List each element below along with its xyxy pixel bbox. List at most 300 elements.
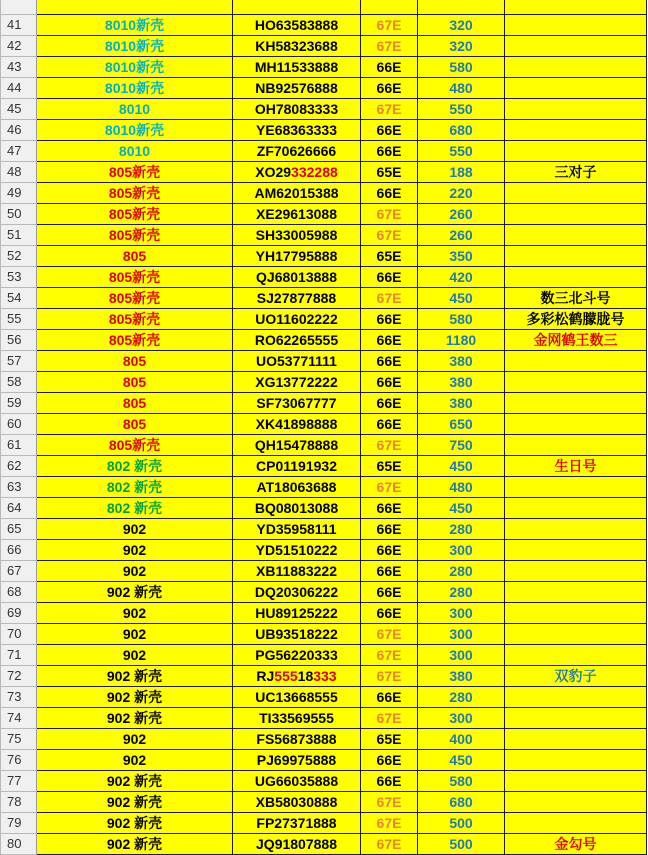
grade-text: 67E [376, 206, 402, 222]
row-number-cell[interactable] [1, 834, 37, 855]
model-cell[interactable] [37, 246, 233, 267]
row-number-cell[interactable] [1, 708, 37, 729]
row-number-cell[interactable] [1, 540, 37, 561]
grade-text: 67E [376, 836, 402, 852]
price-cell[interactable] [418, 267, 505, 288]
grade-cell[interactable] [361, 834, 418, 855]
model-text: 8010 [118, 101, 151, 117]
note-cell[interactable] [505, 729, 647, 750]
note-cell[interactable] [505, 120, 647, 141]
number-cell[interactable] [233, 645, 361, 666]
row-number: 71 [7, 647, 22, 662]
row-number-cell[interactable] [1, 498, 37, 519]
model-cell[interactable] [37, 813, 233, 834]
note-cell[interactable] [505, 288, 647, 309]
number-cell[interactable] [233, 456, 361, 477]
number-cell[interactable] [233, 141, 361, 162]
price-cell[interactable] [418, 582, 505, 603]
price-cell[interactable] [418, 498, 505, 519]
grade-cell[interactable] [361, 435, 418, 456]
row-number-cell[interactable] [1, 792, 37, 813]
price-cell[interactable] [418, 603, 505, 624]
model-text: 805新壳 [108, 437, 161, 453]
grade-text: 67E [376, 227, 402, 243]
price-cell[interactable] [418, 99, 505, 120]
row-number-cell[interactable] [1, 141, 37, 162]
grade-cell[interactable] [361, 771, 418, 792]
row-number-cell[interactable] [1, 666, 37, 687]
price-cell[interactable] [418, 204, 505, 225]
number-cell[interactable] [233, 813, 361, 834]
number-cell[interactable] [233, 204, 361, 225]
row-number: 57 [7, 353, 22, 368]
number-cell[interactable] [233, 771, 361, 792]
number-cell[interactable] [233, 435, 361, 456]
grade-cell[interactable] [361, 540, 418, 561]
row-number-cell[interactable] [1, 57, 37, 78]
note-cell[interactable] [505, 561, 647, 582]
row-number-cell[interactable] [1, 372, 37, 393]
price-cell[interactable] [418, 393, 505, 414]
row-number-cell[interactable] [1, 435, 37, 456]
number-cell[interactable] [233, 351, 361, 372]
grade-cell[interactable] [361, 36, 418, 57]
grade-cell[interactable] [361, 57, 418, 78]
model-cell[interactable] [37, 330, 233, 351]
price-cell[interactable] [418, 330, 505, 351]
model-cell[interactable] [37, 708, 233, 729]
number-text: SJ27877888 [256, 290, 337, 306]
row-number-cell[interactable] [1, 120, 37, 141]
price-cell[interactable] [418, 183, 505, 204]
number-cell[interactable] [233, 519, 361, 540]
note-cell[interactable] [505, 708, 647, 729]
note-cell[interactable] [505, 477, 647, 498]
table-row [1, 120, 647, 141]
model-text: 805新壳 [108, 227, 161, 243]
grade-cell[interactable] [361, 141, 418, 162]
grade-cell[interactable] [361, 330, 418, 351]
row-number-cell[interactable] [1, 78, 37, 99]
number-cell[interactable] [233, 162, 361, 183]
number-text: YH17795888 [255, 248, 338, 264]
price-cell[interactable] [418, 246, 505, 267]
number-cell[interactable] [233, 0, 361, 15]
grade-text: 67E [376, 710, 402, 726]
note-cell[interactable] [505, 456, 647, 477]
number-cell[interactable] [233, 57, 361, 78]
price-cell[interactable] [418, 435, 505, 456]
model-cell[interactable] [37, 435, 233, 456]
number-cell[interactable] [233, 750, 361, 771]
row-number-cell[interactable] [1, 687, 37, 708]
grade-cell[interactable] [361, 99, 418, 120]
price-cell[interactable] [418, 540, 505, 561]
model-cell[interactable] [37, 36, 233, 57]
grade-cell[interactable] [361, 792, 418, 813]
price-text: 220 [449, 185, 473, 201]
table-row [1, 729, 647, 750]
model-text: 902 新壳 [106, 836, 163, 852]
number-cell[interactable] [233, 372, 361, 393]
price-cell[interactable] [418, 36, 505, 57]
grade-cell[interactable] [361, 267, 418, 288]
row-number: 55 [7, 311, 22, 326]
note-cell[interactable] [505, 162, 647, 183]
number-cell[interactable] [233, 687, 361, 708]
note-cell[interactable] [505, 0, 647, 15]
note-cell[interactable] [505, 813, 647, 834]
price-cell[interactable] [418, 561, 505, 582]
grade-text: 66E [376, 563, 402, 579]
note-cell[interactable] [505, 78, 647, 99]
note-cell[interactable] [505, 414, 647, 435]
model-text: 802 新壳 [106, 500, 163, 516]
number-cell[interactable] [233, 834, 361, 855]
model-text: 802 新壳 [106, 458, 163, 474]
table-row [1, 561, 647, 582]
note-cell[interactable] [505, 36, 647, 57]
model-cell[interactable] [37, 582, 233, 603]
model-cell[interactable] [37, 456, 233, 477]
model-cell[interactable] [37, 288, 233, 309]
grade-cell[interactable] [361, 78, 418, 99]
price-text: 280 [449, 521, 473, 537]
note-cell[interactable] [505, 582, 647, 603]
note-cell[interactable] [505, 687, 647, 708]
grade-cell[interactable] [361, 729, 418, 750]
model-text: 902 新壳 [106, 773, 163, 789]
row-number: 65 [7, 521, 22, 536]
price-cell[interactable] [418, 15, 505, 36]
number-cell[interactable] [233, 15, 361, 36]
model-cell[interactable] [37, 792, 233, 813]
grade-cell[interactable] [361, 561, 418, 582]
price-cell[interactable] [418, 687, 505, 708]
row-number: 62 [7, 458, 22, 473]
number-cell[interactable] [233, 309, 361, 330]
note-cell[interactable] [505, 267, 647, 288]
row-number-cell[interactable] [1, 393, 37, 414]
model-cell[interactable] [37, 540, 233, 561]
row-number-cell[interactable] [1, 288, 37, 309]
row-number-cell[interactable] [1, 36, 37, 57]
grade-cell[interactable] [361, 120, 418, 141]
row-number: 60 [7, 416, 22, 431]
number-cell[interactable] [233, 99, 361, 120]
model-cell[interactable] [37, 267, 233, 288]
grade-text: 67E [376, 815, 402, 831]
model-cell[interactable] [37, 834, 233, 855]
price-text: 550 [449, 101, 473, 117]
number-cell[interactable] [233, 498, 361, 519]
grade-cell[interactable] [361, 519, 418, 540]
number-cell[interactable] [233, 666, 361, 687]
number-cell[interactable] [233, 414, 361, 435]
model-cell[interactable] [37, 141, 233, 162]
price-cell[interactable] [418, 351, 505, 372]
price-cell[interactable] [418, 162, 505, 183]
row-number-cell[interactable] [1, 183, 37, 204]
grade-cell[interactable] [361, 687, 418, 708]
grade-cell[interactable] [361, 603, 418, 624]
grade-cell[interactable] [361, 666, 418, 687]
note-cell[interactable] [505, 393, 647, 414]
model-cell[interactable] [37, 687, 233, 708]
model-cell[interactable] [37, 99, 233, 120]
row-number-cell[interactable] [1, 267, 37, 288]
grade-cell[interactable] [361, 456, 418, 477]
grade-cell[interactable] [361, 750, 418, 771]
note-cell[interactable] [505, 309, 647, 330]
note-cell[interactable] [505, 351, 647, 372]
row-number-cell[interactable] [1, 561, 37, 582]
model-cell[interactable] [37, 645, 233, 666]
model-cell[interactable] [37, 393, 233, 414]
row-number: 79 [7, 815, 22, 830]
model-cell[interactable] [37, 603, 233, 624]
row-number-cell[interactable] [1, 15, 37, 36]
price-cell[interactable] [418, 666, 505, 687]
grade-cell[interactable] [361, 15, 418, 36]
grade-cell[interactable] [361, 708, 418, 729]
row-number-cell[interactable] [1, 351, 37, 372]
number-cell[interactable] [233, 246, 361, 267]
row-number-cell[interactable] [1, 162, 37, 183]
row-number-cell[interactable] [1, 414, 37, 435]
note-cell[interactable] [505, 246, 647, 267]
row-number-cell[interactable] [1, 813, 37, 834]
note-cell[interactable] [505, 204, 647, 225]
model-cell[interactable] [37, 204, 233, 225]
model-cell[interactable] [37, 162, 233, 183]
price-cell[interactable] [418, 708, 505, 729]
grade-text: 66E [376, 584, 402, 600]
price-cell[interactable] [418, 78, 505, 99]
number-cell[interactable] [233, 183, 361, 204]
note-cell[interactable] [505, 99, 647, 120]
note-cell[interactable] [505, 15, 647, 36]
row-number-cell[interactable] [1, 99, 37, 120]
grade-cell[interactable] [361, 204, 418, 225]
number-cell[interactable] [233, 792, 361, 813]
note-cell[interactable] [505, 498, 647, 519]
grade-text: 67E [376, 647, 402, 663]
price-cell[interactable] [418, 141, 505, 162]
grade-cell[interactable] [361, 246, 418, 267]
price-cell[interactable] [418, 792, 505, 813]
grade-text: 67E [376, 794, 402, 810]
price-cell[interactable] [418, 120, 505, 141]
price-cell[interactable] [418, 771, 505, 792]
model-cell[interactable] [37, 561, 233, 582]
model-cell[interactable] [37, 225, 233, 246]
note-cell[interactable] [505, 834, 647, 855]
note-cell[interactable] [505, 519, 647, 540]
price-cell[interactable] [418, 519, 505, 540]
model-cell[interactable] [37, 666, 233, 687]
model-cell[interactable] [37, 120, 233, 141]
row-number-cell[interactable] [1, 603, 37, 624]
row-number-cell[interactable] [1, 750, 37, 771]
note-cell[interactable] [505, 141, 647, 162]
model-cell[interactable] [37, 414, 233, 435]
row-number-cell[interactable] [1, 246, 37, 267]
model-cell[interactable] [37, 351, 233, 372]
number-cell[interactable] [233, 582, 361, 603]
row-number-cell[interactable] [1, 309, 37, 330]
price-text: 580 [449, 311, 473, 327]
note-cell[interactable] [505, 624, 647, 645]
number-text: XB11883222 [256, 563, 337, 579]
grade-cell[interactable] [361, 309, 418, 330]
model-text: 902 [122, 542, 147, 558]
grade-text: 66E [376, 332, 402, 348]
number-cell[interactable] [233, 393, 361, 414]
number-cell[interactable] [233, 729, 361, 750]
grade-cell[interactable] [361, 582, 418, 603]
row-number-cell[interactable] [1, 204, 37, 225]
note-cell[interactable] [505, 435, 647, 456]
model-text: 8010新壳 [104, 38, 165, 54]
grade-cell[interactable] [361, 477, 418, 498]
model-cell[interactable] [37, 78, 233, 99]
price-cell[interactable] [418, 456, 505, 477]
note-cell[interactable] [505, 330, 647, 351]
number-cell[interactable] [233, 267, 361, 288]
grade-cell[interactable] [361, 645, 418, 666]
row-number-cell[interactable] [1, 330, 37, 351]
model-cell[interactable] [37, 771, 233, 792]
price-text: 500 [449, 836, 473, 852]
price-cell[interactable] [418, 225, 505, 246]
grade-cell[interactable] [361, 225, 418, 246]
price-cell[interactable] [418, 477, 505, 498]
grade-cell[interactable] [361, 813, 418, 834]
number-cell[interactable] [233, 477, 361, 498]
row-number-cell[interactable] [1, 519, 37, 540]
note-cell[interactable] [505, 540, 647, 561]
model-cell[interactable] [37, 498, 233, 519]
grade-cell[interactable] [361, 498, 418, 519]
model-cell[interactable] [37, 519, 233, 540]
number-text: TI33569555 [259, 710, 334, 726]
model-cell[interactable] [37, 372, 233, 393]
price-cell[interactable] [418, 414, 505, 435]
grade-cell[interactable] [361, 288, 418, 309]
note-cell[interactable] [505, 372, 647, 393]
number-text-mid: 18 [297, 668, 314, 684]
price-cell[interactable] [418, 813, 505, 834]
row-number-cell[interactable] [1, 624, 37, 645]
note-cell[interactable] [505, 603, 647, 624]
number-cell[interactable] [233, 330, 361, 351]
note-cell[interactable] [505, 792, 647, 813]
grade-cell[interactable] [361, 372, 418, 393]
grade-text: 66E [376, 500, 402, 516]
model-cell[interactable] [37, 0, 233, 15]
grade-cell[interactable] [361, 0, 418, 15]
number-cell[interactable] [233, 120, 361, 141]
table-row [1, 141, 647, 162]
row-number-cell[interactable] [1, 456, 37, 477]
number-cell[interactable] [233, 288, 361, 309]
number-cell[interactable] [233, 78, 361, 99]
number-cell[interactable] [233, 624, 361, 645]
row-number-cell[interactable] [1, 477, 37, 498]
grade-text: 66E [376, 311, 402, 327]
row-number: 63 [7, 479, 22, 494]
model-cell[interactable] [37, 477, 233, 498]
model-text: 805新壳 [108, 164, 161, 180]
model-cell[interactable] [37, 624, 233, 645]
price-cell[interactable] [418, 834, 505, 855]
model-cell[interactable] [37, 750, 233, 771]
note-cell[interactable] [505, 750, 647, 771]
price-cell[interactable] [418, 750, 505, 771]
model-cell[interactable] [37, 729, 233, 750]
note-cell[interactable] [505, 645, 647, 666]
price-cell[interactable] [418, 57, 505, 78]
note-cell[interactable] [505, 57, 647, 78]
row-number-cell[interactable] [1, 582, 37, 603]
number-cell[interactable] [233, 36, 361, 57]
grade-cell[interactable] [361, 414, 418, 435]
table-row [1, 15, 647, 36]
price-cell[interactable] [418, 288, 505, 309]
note-cell[interactable] [505, 666, 647, 687]
grade-cell[interactable] [361, 351, 418, 372]
price-cell[interactable] [418, 372, 505, 393]
price-text: 400 [449, 731, 473, 747]
row-number-cell[interactable] [1, 771, 37, 792]
model-cell[interactable] [37, 309, 233, 330]
price-text: 380 [449, 668, 473, 684]
note-cell[interactable] [505, 183, 647, 204]
number-cell[interactable] [233, 540, 361, 561]
number-text: XG13772222 [255, 374, 338, 390]
grade-cell[interactable] [361, 162, 418, 183]
number-text: PJ69975888 [256, 752, 337, 768]
note-cell[interactable] [505, 771, 647, 792]
grade-text: 67E [376, 290, 402, 306]
model-cell[interactable] [37, 15, 233, 36]
grade-cell[interactable] [361, 624, 418, 645]
price-text: 280 [449, 584, 473, 600]
number-cell[interactable] [233, 603, 361, 624]
grade-text: 65E [376, 458, 402, 474]
row-number-cell[interactable] [1, 729, 37, 750]
row-number-cell[interactable] [1, 225, 37, 246]
model-cell[interactable] [37, 57, 233, 78]
row-number-cell[interactable] [1, 645, 37, 666]
row-number-cell[interactable] [1, 0, 37, 15]
note-cell[interactable] [505, 225, 647, 246]
price-cell[interactable] [418, 624, 505, 645]
grade-cell[interactable] [361, 393, 418, 414]
model-text: 902 [122, 752, 147, 768]
price-cell[interactable] [418, 309, 505, 330]
row-number: 46 [7, 122, 22, 137]
price-cell[interactable] [418, 0, 505, 15]
number-cell[interactable] [233, 561, 361, 582]
number-cell[interactable] [233, 708, 361, 729]
price-cell[interactable] [418, 645, 505, 666]
number-cell[interactable] [233, 225, 361, 246]
price-cell[interactable] [418, 729, 505, 750]
grade-cell[interactable] [361, 183, 418, 204]
model-cell[interactable] [37, 183, 233, 204]
